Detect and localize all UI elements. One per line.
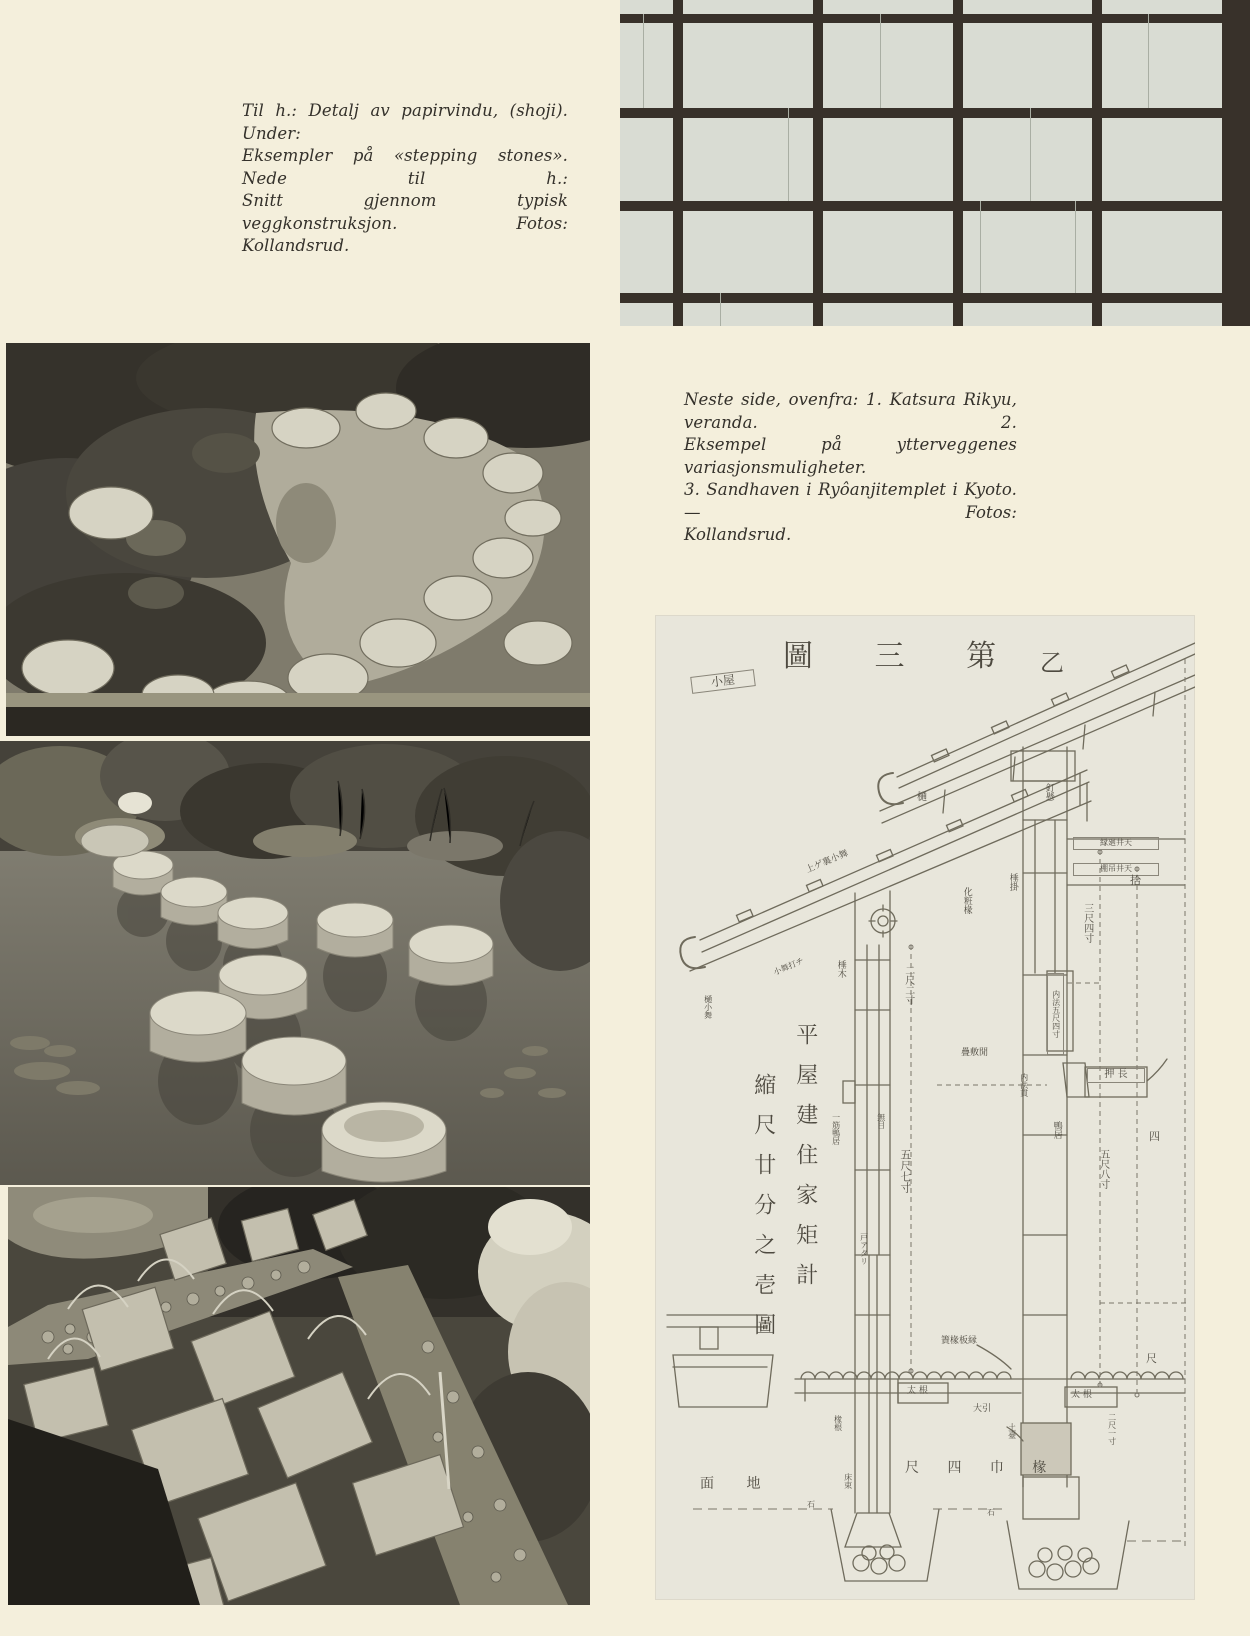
- drawing-label: 化粧椽: [961, 887, 972, 914]
- shoji-paper-seam: [980, 201, 981, 293]
- pond-stepping-stones-photo: [0, 741, 590, 1185]
- shoji-bar: [620, 293, 1250, 303]
- wall-section-drawing: [655, 615, 1195, 1600]
- drawing-label: 内法五尺四寸: [1047, 973, 1064, 1055]
- shoji-paper-seam: [1075, 201, 1076, 293]
- shoji-bar: [620, 201, 1250, 211]
- drawing-label: 棰掛: [1007, 873, 1018, 891]
- caption-line: Kollandsrud.: [684, 525, 792, 544]
- caption-line: Kollandsrud.: [242, 236, 350, 255]
- drawing-label: 戸アタリ: [859, 1233, 869, 1265]
- drawing-label: 拾: [1130, 874, 1141, 887]
- drawing-label: 太 根: [907, 1386, 928, 1396]
- shoji-window-photo: [620, 0, 1250, 326]
- caption-line: Eksempel på ytterveggenes variasjonsmuligheter.: [684, 435, 1017, 477]
- drawing-label: 上ゲ裏小舞: [804, 848, 850, 876]
- caption-right: [684, 389, 1017, 547]
- caption-line: 3. Sandhaven i Ryôanjitemplet i Kyoto. — Fotos:: [684, 480, 1017, 522]
- caption-line: Eksempler på «stepping stones». Nede til h.:: [242, 146, 568, 188]
- drawing-label: 小屋: [690, 669, 756, 694]
- shoji-paper-seam: [720, 293, 721, 326]
- drawing-label: 尺: [1146, 1352, 1157, 1365]
- drawing-label: 床束: [843, 1473, 853, 1489]
- drawing-label: 平屋建住家矩計: [792, 1023, 818, 1303]
- drawing-label: 縮尺廿分之壱圖: [750, 1073, 776, 1353]
- drawing-label: 五尺八寸: [1097, 1149, 1109, 1189]
- drawing-label: 尺 四 巾 椽: [905, 1460, 1059, 1476]
- drawing-label: 五尺七寸: [898, 1149, 912, 1193]
- drawing-label: 樋小舞: [703, 995, 713, 1019]
- drawing-label: 石: [987, 1508, 995, 1517]
- slab-path-photo: [8, 1187, 590, 1605]
- drawing-label: 三尺四寸: [1081, 903, 1093, 943]
- drawing-label: 押 長: [1087, 1068, 1145, 1083]
- drawing-label: 圖 三 第: [783, 639, 1023, 674]
- shoji-bar: [953, 0, 963, 326]
- caption-line: Neste side, ovenfra: 1. Katsura Rikyu, veranda. 2.: [684, 390, 1017, 432]
- drawing-label: 太 根: [1071, 1390, 1092, 1400]
- drawing-label: 二尺一寸: [1107, 1413, 1117, 1445]
- drawing-label: 椽根: [833, 1415, 843, 1431]
- shoji-bar: [620, 108, 1250, 118]
- drawing-label: 釘懸: [1043, 783, 1054, 801]
- caption-line: Snitt gjennom typisk veggkonstruksjon. Fotos:: [242, 191, 568, 233]
- shoji-paper-seam: [880, 14, 881, 108]
- drawing-label: 小舞打チ: [772, 956, 806, 977]
- shoji-bar: [813, 0, 823, 326]
- shoji-bar: [673, 0, 683, 326]
- drawing-label: 面 地: [700, 1476, 775, 1492]
- shoji-frame-edge: [1222, 0, 1250, 326]
- drawing-label: 縁廻井天: [1073, 837, 1159, 850]
- drawing-label: 無目: [876, 1113, 886, 1129]
- shoji-bar: [1092, 0, 1102, 326]
- drawing-label: 樋: [917, 792, 927, 803]
- shoji-paper-seam: [1030, 108, 1031, 201]
- shoji-bar: [620, 14, 1250, 23]
- drawing-label: 一筋鴨居: [831, 1113, 841, 1145]
- shoji-paper-seam: [1148, 14, 1149, 108]
- drawing-label: 土臺: [1007, 1423, 1017, 1439]
- shoji-paper-seam: [788, 108, 789, 201]
- drawing-label: 簀椽板縁: [941, 1336, 978, 1346]
- caption-top-left: [242, 100, 568, 258]
- drawing-labels: [655, 615, 1195, 1600]
- drawing-label: 乙: [1040, 649, 1064, 677]
- drawing-label: 鴨居: [1051, 1121, 1062, 1139]
- drawing-label: 内法貫: [1019, 1073, 1029, 1097]
- drawing-label: 棚吊井天: [1073, 863, 1159, 876]
- drawing-label: 疊敷閒: [961, 1048, 989, 1058]
- garden-stepping-stones-photo: [6, 343, 590, 736]
- drawing-label: 石: [807, 1500, 815, 1509]
- caption-line: Til h.: Detalj av papirvindu, (shoji). Under:: [242, 101, 568, 143]
- drawing-label: 大引: [973, 1404, 992, 1414]
- drawing-label: 棰木: [835, 960, 846, 978]
- drawing-label: 四: [1149, 1130, 1160, 1143]
- shoji-paper-seam: [643, 14, 644, 108]
- drawing-label: 二尺二寸: [902, 965, 914, 1005]
